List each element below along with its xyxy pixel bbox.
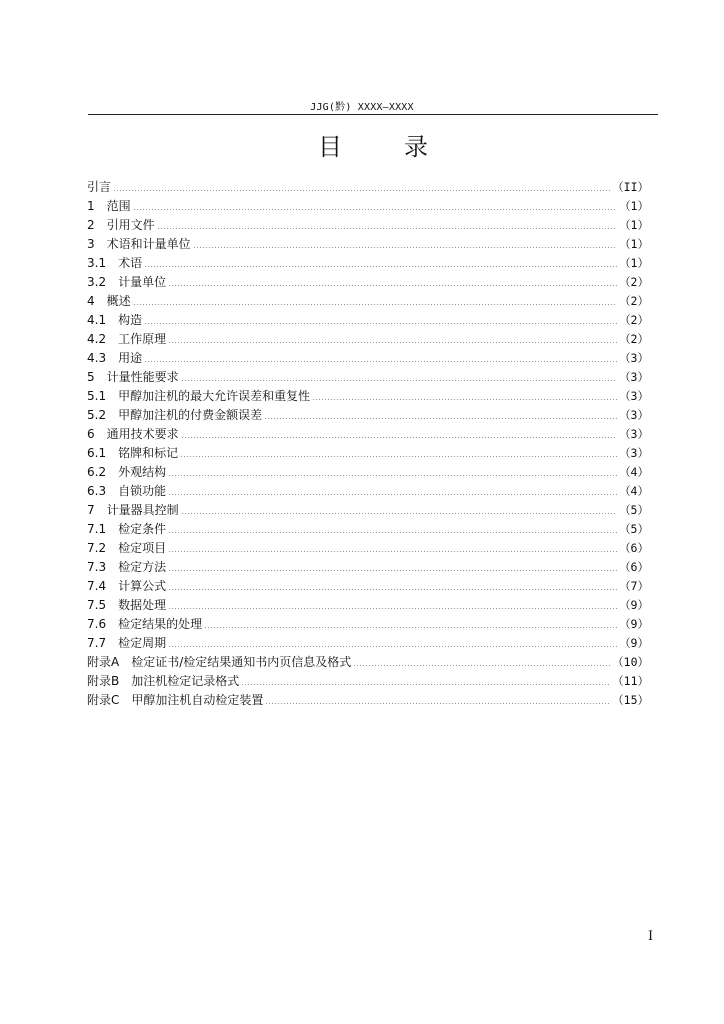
toc-dot-leader: [168, 589, 617, 590]
toc-entry-page: （9）: [619, 636, 649, 650]
document-code: JJG(黔) XXXX—XXXX: [310, 102, 414, 113]
toc-entry-label: 6.2 外观结构: [87, 465, 167, 479]
toc-dot-leader: [113, 190, 610, 191]
toc-dot-leader: [193, 247, 617, 248]
toc-entry-page: （4）: [619, 465, 649, 479]
toc-entry[interactable]: [87, 444, 649, 463]
toc-dot-leader: [168, 570, 617, 571]
toc-entry-label: 3 术语和计量单位: [87, 237, 191, 251]
toc-entry-page: （1）: [619, 218, 649, 232]
toc-entry[interactable]: [87, 672, 649, 691]
toc-dot-leader: [144, 323, 617, 324]
toc-dot-leader: [168, 475, 617, 476]
toc-dot-leader: [168, 551, 617, 552]
toc-dot-leader: [144, 266, 617, 267]
toc-entry-label: 4 概述: [87, 294, 131, 308]
toc-entry-label: 3.1 术语: [87, 256, 143, 270]
toc-entry-label: 7.1 检定条件: [87, 522, 167, 536]
toc-dot-leader: [168, 285, 617, 286]
toc-dot-leader: [353, 665, 610, 666]
toc-dot-leader: [133, 209, 617, 210]
toc-entry[interactable]: [87, 330, 649, 349]
toc-dot-leader: [168, 646, 617, 647]
toc-entry[interactable]: [87, 577, 649, 596]
toc-entry-page: （3）: [619, 389, 649, 403]
toc-entry-page: （15）: [612, 693, 649, 707]
toc-entry-page: （6）: [619, 541, 649, 555]
toc-entry-page: （7）: [619, 579, 649, 593]
toc-entry[interactable]: [87, 292, 649, 311]
toc-entry[interactable]: [87, 558, 649, 577]
title-char-1: 目: [318, 133, 342, 161]
page-title: [318, 127, 428, 162]
toc-entry-label: 2 引用文件: [87, 218, 155, 232]
toc-dot-leader: [168, 608, 617, 609]
toc-entry-page: （II）: [612, 180, 649, 194]
toc-dot-leader: [168, 532, 617, 533]
toc-entry[interactable]: [87, 235, 649, 254]
toc-dot-leader: [181, 437, 617, 438]
toc-entry-label: 7.7 检定周期: [87, 636, 167, 650]
toc-entry-page: （1）: [619, 237, 649, 251]
toc-entry[interactable]: [87, 653, 649, 672]
toc-entry-label: 1 范围: [87, 199, 131, 213]
toc-dot-leader: [157, 228, 617, 229]
toc-entry-label: 5.1 甲醇加注机的最大允许误差和重复性: [87, 389, 311, 403]
toc-entry[interactable]: [87, 691, 649, 710]
toc-entry-page: （2）: [619, 332, 649, 346]
toc-entry-page: （2）: [619, 275, 649, 289]
toc-entry-page: （10）: [612, 655, 649, 669]
toc-entry-label: 6.1 铭牌和标记: [87, 446, 179, 460]
toc-dot-leader: [181, 380, 617, 381]
toc-entry-page: （3）: [619, 370, 649, 384]
toc-entry-label: 7 计量器具控制: [87, 503, 179, 517]
toc-entry-page: （9）: [619, 617, 649, 631]
toc-entry-page: （2）: [619, 313, 649, 327]
toc-entry[interactable]: [87, 349, 649, 368]
toc-entry-label: 5.2 甲醇加注机的付费金额误差: [87, 408, 263, 422]
toc-entry-page: （4）: [619, 484, 649, 498]
toc-entry-label: 附录C 甲醇加注机自动检定装置: [87, 693, 264, 707]
toc-dot-leader: [144, 361, 617, 362]
toc-entry-page: （3）: [619, 351, 649, 365]
header-divider: [88, 114, 658, 115]
toc-entry-page: （2）: [619, 294, 649, 308]
toc-entry-label: 4.1 构造: [87, 313, 143, 327]
toc-entry-label: 7.4 计算公式: [87, 579, 167, 593]
toc-dot-leader: [133, 304, 617, 305]
toc-entry[interactable]: [87, 273, 649, 292]
toc-dot-leader: [264, 418, 617, 419]
toc-entry-label: 7.3 检定方法: [87, 560, 167, 574]
toc-entry-label: 5 计量性能要求: [87, 370, 179, 384]
toc-dot-leader: [181, 513, 617, 514]
toc-entry[interactable]: [87, 596, 649, 615]
toc-entry[interactable]: [87, 539, 649, 558]
table-of-contents: [87, 178, 649, 710]
toc-dot-leader: [168, 494, 617, 495]
toc-entry[interactable]: [87, 520, 649, 539]
toc-dot-leader: [204, 627, 617, 628]
toc-entry-page: （11）: [612, 674, 649, 688]
toc-entry[interactable]: [87, 501, 649, 520]
toc-dot-leader: [265, 703, 610, 704]
page-number: I: [648, 929, 654, 944]
toc-entry-page: （3）: [619, 427, 649, 441]
toc-entry[interactable]: [87, 463, 649, 482]
toc-entry-label: 7.5 数据处理: [87, 598, 167, 612]
toc-entry-page: （3）: [619, 446, 649, 460]
toc-dot-leader: [168, 342, 617, 343]
toc-entry[interactable]: [87, 615, 649, 634]
title-char-2: 录: [404, 133, 428, 161]
toc-entry-label: 4.3 用途: [87, 351, 143, 365]
toc-entry-page: （5）: [619, 522, 649, 536]
toc-entry[interactable]: [87, 425, 649, 444]
toc-entry-page: （6）: [619, 560, 649, 574]
toc-entry-page: （1）: [619, 256, 649, 270]
toc-entry[interactable]: [87, 482, 649, 501]
toc-entry-label: 6 通用技术要求: [87, 427, 179, 441]
toc-entry[interactable]: [87, 368, 649, 387]
toc-entry-label: 引言: [87, 180, 112, 194]
toc-entry[interactable]: [87, 178, 649, 197]
toc-entry-page: （9）: [619, 598, 649, 612]
toc-entry[interactable]: [87, 634, 649, 653]
toc-entry-label: 4.2 工作原理: [87, 332, 167, 346]
toc-entry[interactable]: [87, 311, 649, 330]
toc-entry-label: 7.6 检定结果的处理: [87, 617, 203, 631]
toc-entry-label: 7.2 检定项目: [87, 541, 167, 555]
toc-entry-page: （5）: [619, 503, 649, 517]
toc-entry[interactable]: [87, 406, 649, 425]
toc-entry-label: 6.3 自锁功能: [87, 484, 167, 498]
toc-entry-label: 3.2 计量单位: [87, 275, 167, 289]
toc-entry-label: 附录B 加注机检定记录格式: [87, 674, 240, 688]
toc-dot-leader: [241, 684, 610, 685]
toc-entry-page: （3）: [619, 408, 649, 422]
toc-entry-label: 附录A 检定证书/检定结果通知书内页信息及格式: [87, 655, 352, 669]
toc-dot-leader: [312, 399, 617, 400]
toc-entry[interactable]: [87, 254, 649, 273]
toc-entry-page: （1）: [619, 199, 649, 213]
toc-entry[interactable]: [87, 387, 649, 406]
toc-dot-leader: [180, 456, 617, 457]
toc-entry[interactable]: [87, 197, 649, 216]
toc-entry[interactable]: [87, 216, 649, 235]
